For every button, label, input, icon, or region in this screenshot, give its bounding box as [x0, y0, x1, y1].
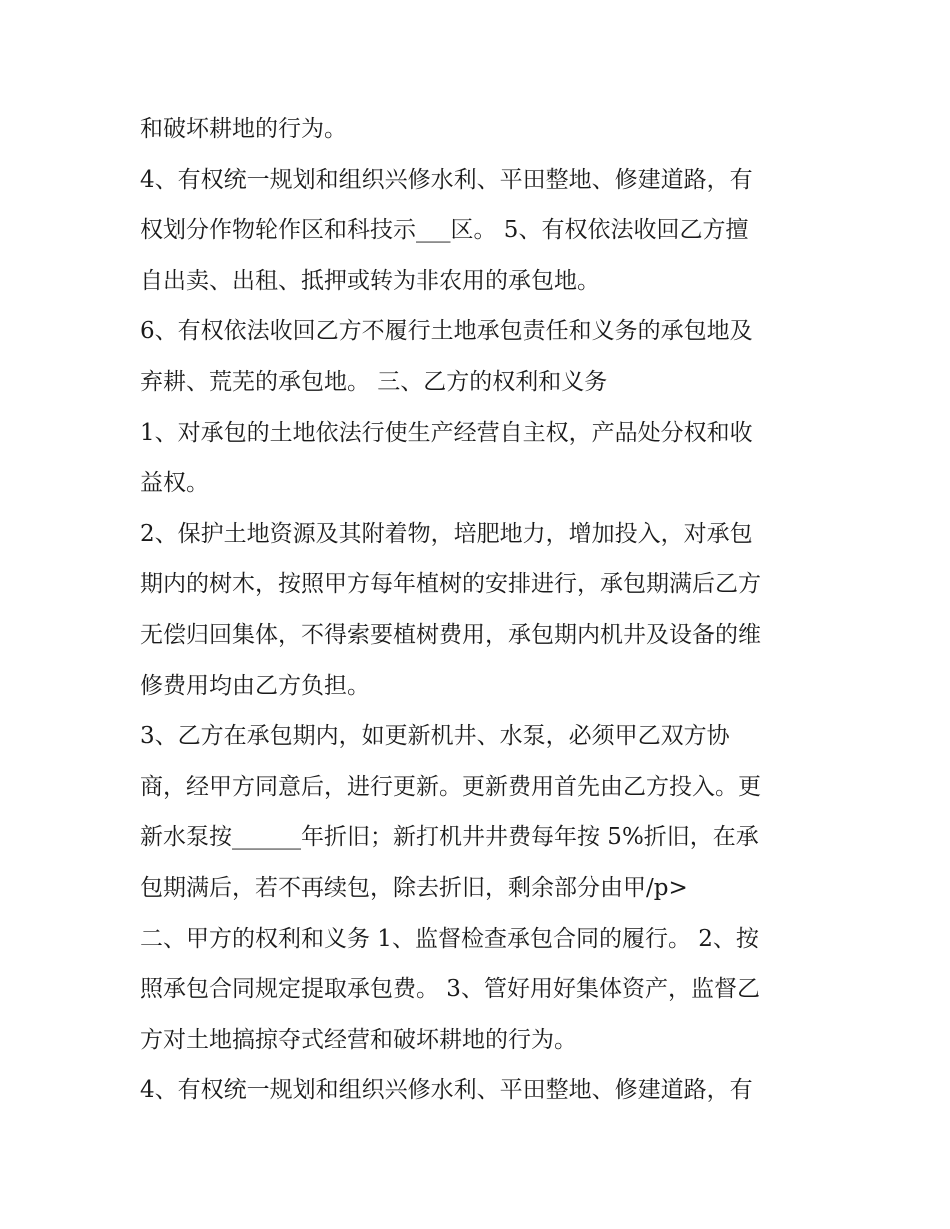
text-line: 自出卖、出租、抵押或转为非农用的承包地。 — [140, 267, 600, 294]
text-line: 权划分作物轮作区和科技示___区。 5、有权依法收回乙方擅 — [140, 217, 749, 244]
text-line: 新水泵按______年折旧；新打机井井费每年按 5%折旧，在承 — [140, 824, 759, 851]
text-line: 商，经甲方同意后，进行更新。更新费用首先由乙方投入。更 — [140, 773, 761, 800]
text-line: 修费用均由乙方负担。 — [140, 672, 370, 699]
text-line: 照承包合同规定提取承包费。 3、管好用好集体资产，监督乙 — [140, 976, 760, 1003]
text-line: 4、有权统一规划和组织兴修水利、平田整地、修建道路，有 — [140, 166, 753, 193]
text-line: 包期满后，若不再续包，除去折旧，剩余部分由甲/p> — [140, 874, 688, 901]
text-line: 6、有权依法收回乙方不履行土地承包责任和义务的承包地及 — [140, 318, 753, 345]
text-line: 4、有权统一规划和组织兴修水利、平田整地、修建道路，有 — [140, 1077, 753, 1104]
text-line: 和破坏耕地的行为。 — [140, 116, 347, 142]
text-line: 方对土地搞掠夺式经营和破坏耕地的行为。 — [140, 1026, 577, 1053]
text-line: 2、保护土地资源及其附着物，培肥地力，增加投入，对承包 — [140, 520, 753, 547]
text-line: 无偿归回集体，不得索要植树费用，承包期内机井及设备的维 — [140, 621, 761, 648]
text-line: 3、乙方在承包期内，如更新机井、水泵，必须甲乙双方协 — [140, 723, 730, 750]
text-line: 1、对承包的土地依法行使生产经营自主权，产品处分权和收 — [140, 419, 753, 446]
text-line: 二、甲方的权利和义务 1、监督检查承包合同的履行。 2、按 — [140, 925, 759, 952]
text-line: 益权。 — [140, 470, 209, 497]
text-line: 弃耕、荒芜的承包地。 三、乙方的权利和义务 — [140, 368, 608, 395]
text-line: 期内的树木，按照甲方每年植树的安排进行，承包期满后乙方 — [140, 571, 761, 598]
document-body — [140, 104, 830, 1116]
